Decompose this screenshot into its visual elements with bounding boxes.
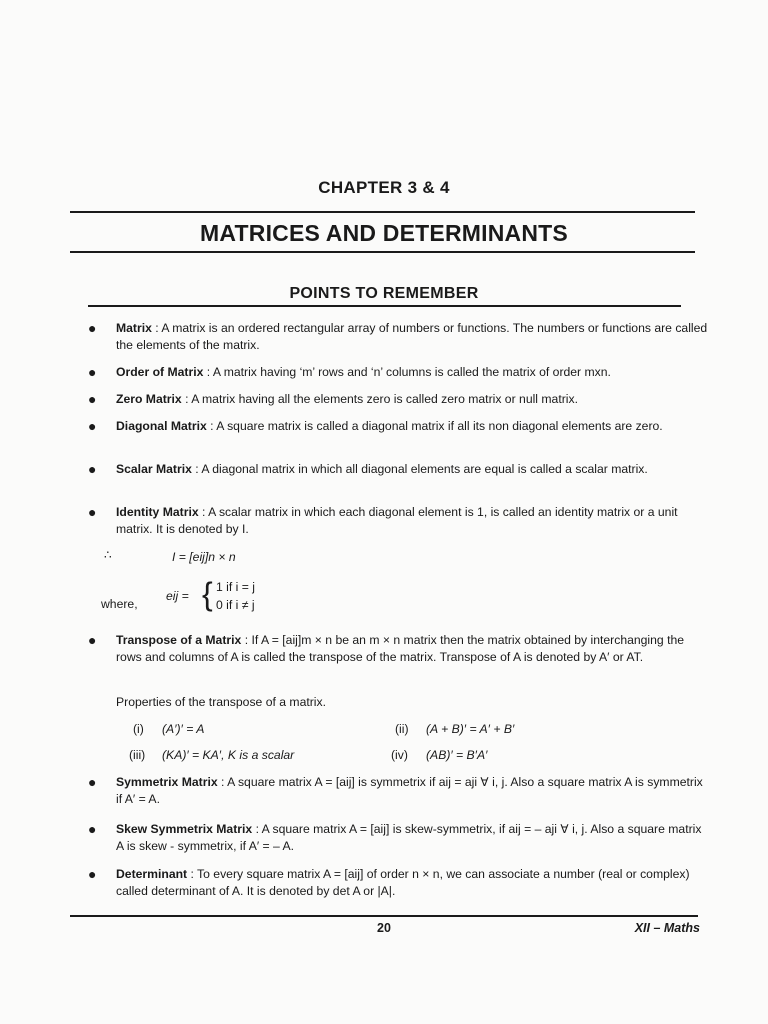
term-label: Transpose of a Matrix xyxy=(116,633,242,647)
page-number: 20 xyxy=(377,921,391,935)
term-definition: : A matrix is an ordered rectangular array of numbers or functions. The numbers or functions are called the elements of the matrix. xyxy=(116,321,708,352)
term-label: Diagonal Matrix xyxy=(116,419,207,433)
term-definition: : To every square matrix A = [aij] of order n × n, we can associate a number (real or complex) called determinant of A. It is denoted by det A or |A|. xyxy=(116,867,690,898)
bullet-icon: ● xyxy=(88,418,97,434)
bullet-icon: ● xyxy=(88,391,97,407)
bullet-icon: ● xyxy=(88,821,97,837)
term-definition: : A scalar matrix in which each diagonal element is 1, is called an identity matrix or a unit matrix. It is denoted by I. xyxy=(116,505,678,536)
property-number: (i) xyxy=(133,722,144,736)
property-expression: (A + B)′ = A′ + B′ xyxy=(426,722,515,736)
bullet-icon: ● xyxy=(88,504,97,520)
case-equal: 1 if i = j xyxy=(216,580,255,594)
list-item-skew-symmetrix xyxy=(88,821,708,855)
list-item-symmetrix xyxy=(88,774,708,808)
case-not-equal: 0 if i ≠ j xyxy=(216,598,255,612)
identity-equation: I = [eij]n × n xyxy=(172,550,236,564)
term-label: Order of Matrix xyxy=(116,365,204,379)
list-item-matrix xyxy=(88,320,708,354)
bullet-icon: ● xyxy=(88,632,97,648)
term-label: Symmetrix Matrix xyxy=(116,775,218,789)
term-definition: : A square matrix A = [aij] is skew-symmetrix, if aij = – aji ∀ i, j. Also a square matrix A is skew - symmetrix, if A′ = – A. xyxy=(116,822,702,853)
term-label: Determinant xyxy=(116,867,188,881)
term-label: Scalar Matrix xyxy=(116,462,192,476)
bullet-icon: ● xyxy=(88,364,97,380)
where-label: where, xyxy=(101,597,138,611)
book-label: XII – Maths xyxy=(634,921,700,935)
term-definition: : A square matrix A = [aij] is symmetrix if aij = aji ∀ i, j. Also a square matrix A is symmetrix if A′ = A. xyxy=(116,775,703,806)
section-heading-rule xyxy=(88,305,681,307)
term-definition: : A matrix having all the elements zero is called zero matrix or null matrix. xyxy=(185,392,578,406)
bullet-icon: ● xyxy=(88,866,97,882)
term-label: Skew Symmetrix Matrix xyxy=(116,822,253,836)
term-definition: : A square matrix is called a diagonal matrix if all its non diagonal elements are zero. xyxy=(210,419,663,433)
footer-rule xyxy=(70,915,698,917)
brace-icon: { xyxy=(202,576,213,612)
list-item-diagonal-matrix xyxy=(88,418,708,435)
list-item-transpose xyxy=(88,632,708,666)
list-item-identity-matrix xyxy=(88,504,708,538)
eij-label: eij = xyxy=(166,589,189,603)
term-definition: : A diagonal matrix in which all diagonal elements are equal is called a scalar matrix. xyxy=(195,462,648,476)
list-item-scalar-matrix xyxy=(88,461,708,478)
term-label: Matrix xyxy=(116,321,152,335)
title-bottom-rule xyxy=(70,251,695,253)
property-expression: (AB)′ = B′A′ xyxy=(426,748,488,762)
piecewise-definition xyxy=(202,578,282,614)
term-definition: : A matrix having ‘m’ rows and ‘n’ columns is called the matrix of order mxn. xyxy=(206,365,611,379)
property-expression: (KA)′ = KA′, K is a scalar xyxy=(162,748,295,762)
therefore-symbol: ∴ xyxy=(104,548,112,562)
property-expression: (A′)′ = A xyxy=(162,722,205,736)
property-number: (iii) xyxy=(129,748,146,762)
list-item-order xyxy=(88,364,708,381)
term-label: Identity Matrix xyxy=(116,505,199,519)
term-label: Zero Matrix xyxy=(116,392,182,406)
chapter-heading: CHAPTER 3 & 4 xyxy=(318,178,450,197)
bullet-icon: ● xyxy=(88,320,97,336)
bullet-icon: ● xyxy=(88,461,97,477)
list-item-zero-matrix xyxy=(88,391,708,408)
section-heading: POINTS TO REMEMBER xyxy=(289,285,479,302)
property-number: (ii) xyxy=(395,722,409,736)
list-item-determinant xyxy=(88,866,708,900)
title-top-rule xyxy=(70,211,695,213)
bullet-icon: ● xyxy=(88,774,97,790)
page-title: MATRICES AND DETERMINANTS xyxy=(200,220,568,246)
property-number: (iv) xyxy=(391,748,408,762)
properties-intro: Properties of the transpose of a matrix. xyxy=(116,695,326,709)
term-definition: : If A = [aij]m × n be an m × n matrix then the matrix obtained by interchanging the rows and columns of A is called the transpose of the matrix. Transpose of A is denoted by A′ or AT. xyxy=(116,633,685,664)
